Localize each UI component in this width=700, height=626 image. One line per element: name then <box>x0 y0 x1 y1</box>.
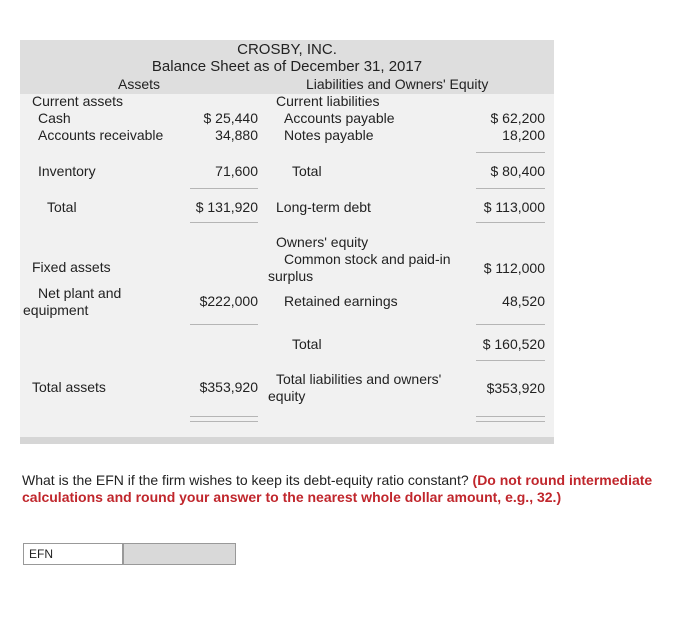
accounts-payable-value: $ 62,200 <box>490 110 545 126</box>
total-assets-label: Total assets <box>32 379 106 395</box>
cash-value: $ 25,440 <box>203 110 258 126</box>
divider <box>476 188 545 189</box>
net-plant-value: $222,000 <box>199 293 258 309</box>
efn-label: EFN <box>23 543 123 565</box>
total-assets-value: $353,920 <box>199 379 258 395</box>
current-assets-label: Current assets <box>32 93 124 109</box>
current-liabilities-label: Current liabilities <box>276 93 380 109</box>
common-stock-label-line2: surplus <box>268 268 314 284</box>
inventory-label: Inventory <box>38 163 96 179</box>
cash-label: Cash <box>38 110 71 126</box>
divider <box>476 324 545 325</box>
owners-equity-total-value: $ 160,520 <box>482 336 545 352</box>
current-liabilities-total-value: $ 80,400 <box>490 163 545 179</box>
accounts-receivable-label: Accounts receivable <box>38 127 164 143</box>
notes-payable-value: 18,200 <box>502 127 545 143</box>
owners-equity-total-label: Total <box>292 336 322 352</box>
divider <box>190 188 258 189</box>
efn-input[interactable] <box>123 543 236 565</box>
accounts-receivable-value: 34,880 <box>215 127 258 143</box>
question-instruction: (Do not round intermediate calculations and round your answer to the nearest whole dollar amount, e.g., 32.) <box>22 472 653 505</box>
assets-header: Assets <box>118 76 161 92</box>
fixed-assets-label: Fixed assets <box>32 259 111 275</box>
current-assets-total-value: $ 131,920 <box>195 199 258 215</box>
question-prompt: What is the EFN if the firm wishes to keep its debt-equity ratio constant? <box>22 472 469 488</box>
retained-earnings-label: Retained earnings <box>284 293 398 309</box>
divider <box>476 152 545 153</box>
divider <box>190 324 258 325</box>
divider <box>476 360 545 361</box>
long-term-debt-label: Long-term debt <box>276 199 371 215</box>
long-term-debt-value: $ 113,000 <box>483 199 545 215</box>
question-text <box>22 472 662 506</box>
balance-sheet-footer-bar <box>20 437 554 444</box>
double-underline <box>190 416 258 422</box>
total-liabilities-value: $353,920 <box>486 380 545 396</box>
divider <box>476 222 545 223</box>
accounts-payable-label: Accounts payable <box>284 110 395 126</box>
owners-equity-label: Owners' equity <box>276 234 369 250</box>
common-stock-value: $ 112,000 <box>483 260 545 276</box>
common-stock-label-line1: Common stock and paid-in <box>284 251 451 267</box>
divider <box>190 222 258 223</box>
total-liabilities-label-line1: Total liabilities and owners' <box>276 371 442 387</box>
liabilities-header: Liabilities and Owners' Equity <box>306 76 489 92</box>
company-name: CROSBY, INC. <box>237 41 337 58</box>
sheet-subtitle: Balance Sheet as of December 31, 2017 <box>151 58 423 75</box>
notes-payable-label: Notes payable <box>284 127 374 143</box>
retained-earnings-value: 48,520 <box>502 293 545 309</box>
current-liabilities-total-label: Total <box>292 163 322 179</box>
net-plant-label-line2: equipment <box>23 302 89 318</box>
total-liabilities-label-line2: equity <box>268 388 306 404</box>
net-plant-label-line1: Net plant and <box>38 285 122 301</box>
double-underline <box>476 416 545 422</box>
inventory-value: 71,600 <box>215 163 258 179</box>
current-assets-total-label: Total <box>47 199 77 215</box>
